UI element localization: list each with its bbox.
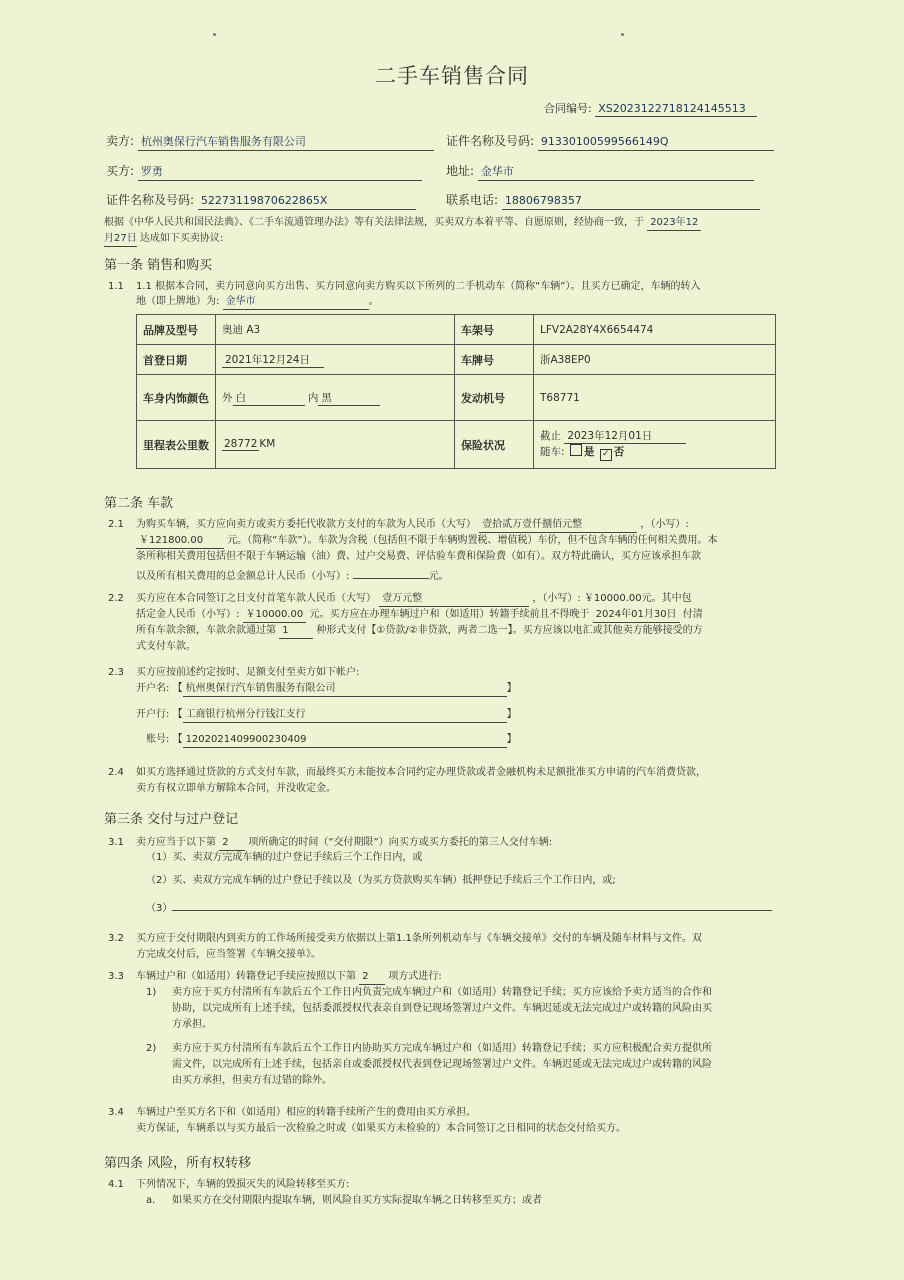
scan-dot [213, 33, 216, 36]
price-in-words: 壹拾贰万壹仟捌佰元整 [479, 518, 637, 533]
clause-2-3-text: 买方应按前述约定按时、足额支付至卖方如下帐户: [136, 667, 360, 678]
clause-3-2-line2: 方完成交付后，应当签署《车辆交接单》。 [136, 949, 321, 960]
buyer-address-row [446, 163, 754, 181]
plate-header: 车牌号 [455, 345, 534, 375]
bank-name: 工商银行杭州分行钱江支行 [183, 708, 507, 723]
text: 所有车款余额，车款余款通过第 [136, 625, 276, 636]
insurance-expiry-label: 截止 [540, 430, 561, 442]
contract-number [544, 102, 757, 117]
buyer-row [106, 163, 422, 181]
color-cell [216, 375, 455, 421]
section-2-title: 第二条 车款 [104, 496, 174, 511]
bracket: 】 [506, 709, 517, 720]
clause-2-2-number: 2.2 [108, 593, 124, 604]
text: 卖方应当于以下第 [136, 837, 216, 848]
interior-label: 内 [307, 391, 319, 404]
buyer-phone-label: 联系电话: [446, 193, 499, 207]
insurance-expiry-date: 2023年12月01日 [564, 428, 686, 444]
account-number: 1202021409900230409 [183, 733, 507, 748]
preamble-text: 根据《中华人民共和国民法典》、《二手车流通管理办法》等有关法律法规，买卖双方本着平等、自愿原则，经协商一致，于 [104, 217, 644, 228]
clause-3-1-number: 3.1 [108, 837, 124, 848]
clause-3-3-2-line1: 卖方应于买方付清所有车款后五个工作日内协助买方完成车辆过户和（如适用）转籍登记手续；买方应积极配合卖方提供所 [172, 1043, 712, 1054]
seller-cert-value: 91330100599566149Q [538, 134, 774, 151]
clause-3-2-number: 3.2 [108, 933, 124, 944]
clause-2-1-line1 [136, 518, 689, 533]
buyer-label: 买方: [106, 164, 135, 178]
clause-2-3-number: 2.3 [108, 667, 124, 678]
buyer-cert-label: 证件名称及号码: [106, 193, 195, 207]
bracket: 】 [506, 683, 517, 694]
mileage-header: 里程表公里数 [137, 421, 216, 469]
clause-1-1-text: 1.1 根据本合同，卖方同意向买方出售、买方同意向卖方购买以下所列的二手机动车（简称“车辆”）。且买方已确定，车辆的转入 [136, 281, 701, 292]
no-label: 否 [613, 446, 625, 458]
clause-3-3-1-line3: 方承担。 [172, 1019, 212, 1030]
account-number-label: 账号: [146, 734, 170, 745]
payment-method: 1 [279, 624, 313, 639]
clause-2-1-number: 2.1 [108, 519, 124, 530]
document-title: 二手车销售合同 [375, 64, 529, 88]
interior-color: 黑 [318, 390, 380, 406]
vin-value: LFV2A28Y4X6654474 [534, 315, 776, 345]
text: 括定金人民币（小写）: [136, 609, 240, 620]
checkbox-yes[interactable] [570, 444, 582, 456]
text: 买方应在本合同签订之日支付首笔车款人民币（大写） [136, 593, 376, 604]
engine-value: T68771 [534, 375, 776, 421]
transfer-place: 金华市 [223, 295, 369, 310]
buyer-cert-value: 52273119870622865X [198, 193, 416, 210]
text: 为购买车辆，买方应向卖方或卖方委托代收款方支付的车款为人民币（大写） [136, 519, 476, 530]
seller-row [106, 133, 434, 151]
clause-3-3-2-line2: 需文件，以完成所有上述手续，包括亲自或委派授权代表到登记现场签署过户文件。车辆迟延或无法完成过户或转籍的风险 [172, 1059, 712, 1070]
clause-2-2-line4: 式支付车款。 [136, 641, 196, 652]
engine-header: 发动机号 [455, 375, 534, 421]
delivery-option: 2 [219, 836, 245, 851]
price-in-figures: ￥121800.00 [136, 534, 224, 549]
brand-value: 奥迪 A3 [216, 315, 455, 345]
preamble-line2 [104, 232, 223, 247]
text: 元。买方应在办理车辆过户和（如适用）转籍手续前且不得晚于 [309, 609, 590, 620]
item-a-label: a. [146, 1195, 156, 1206]
clause-3-3-2-line3: 由买方承担，但卖方有过错的除外。 [172, 1075, 332, 1086]
item-1-label: 1) [146, 987, 157, 998]
preamble [104, 216, 701, 231]
clause-2-2-line2 [136, 608, 703, 623]
period: 。 [368, 296, 379, 307]
buyer-phone-value: 18806798357 [502, 193, 760, 210]
clause-3-4-line2: 卖方保证，车辆系以与买方最后一次检验之时或（如果买方未检验的）本合同签订之日相同的状态交付给买方。 [136, 1123, 626, 1134]
color-header: 车身内饰颜色 [137, 375, 216, 421]
first-reg-value: 2021年12月24日 [222, 352, 324, 368]
option-3-blank [172, 898, 772, 911]
section-4-title: 第四条 风险，所有权转移 [104, 1156, 252, 1171]
text: 元。其中包 [641, 593, 692, 604]
clause-3-4-number: 3.4 [108, 1107, 124, 1118]
follow-label: 随车: [540, 446, 565, 458]
exterior-label: 外 [222, 391, 233, 404]
sign-date-part1: 2023年12 [647, 216, 701, 231]
insurance-header: 保险状况 [455, 421, 534, 469]
vin-header: 车架号 [455, 315, 534, 345]
buyer-address-label: 地址: [446, 164, 475, 178]
first-payment-figures: ￥10000.00 [583, 593, 642, 604]
seller-name: 杭州奥保行汽车销售服务有限公司 [138, 134, 434, 151]
text: 种形式支付【①贷款/②非贷款，两者二选一】。买方应该以电汇或其他卖方能够接受的方 [316, 625, 703, 636]
text: 项方式进行: [388, 971, 442, 982]
text: （3） [146, 903, 173, 914]
text: ，（小写）: [640, 519, 689, 530]
text: 付清 [682, 609, 703, 620]
clause-3-3-number: 3.3 [108, 971, 124, 982]
checkbox-no-checked[interactable]: ✓ [600, 449, 612, 461]
clause-3-2-line1: 买方应于交付期限内到卖方的工作场所接受卖方依据以上第1.1条所列机动车与《车辆交接单》交付的车辆及随车材料与文件。双 [136, 933, 702, 944]
clause-3-3-1-line2: 协助，以完成所有上述手续，包括委派授权代表亲自到登记现场签署过户文件。车辆迟延或无法完成过户或转籍的风险由买 [172, 1003, 712, 1014]
exterior-color: 白 [233, 390, 305, 406]
mileage-cell [216, 421, 455, 469]
clause-1-1-number: 1.1 [108, 281, 124, 292]
clause-2-1-line3: 条所称相关费用包括但不限于车辆运输（油）费、过户交易费、评估验车费和保险费（如有）。双方特此确认，买方应该承担车款 [136, 551, 701, 562]
first-payment-words: 壹万元整 [379, 592, 529, 607]
clause-2-4-line2: 卖方有权立即单方解除本合同，并没收定金。 [136, 783, 336, 794]
plate-value: 浙A38EP0 [534, 345, 776, 375]
insurance-follow [540, 444, 769, 461]
clause-2-2-line1 [136, 592, 692, 607]
clause-2-4-number: 2.4 [108, 767, 124, 778]
account-number-row [146, 733, 517, 748]
contract-number-label: 合同编号: [544, 102, 592, 115]
brand-header: 品牌及型号 [137, 315, 216, 345]
text: 项所确定的时间（“交付期限”）向买方或买方委托的第三人交付车辆: [248, 837, 553, 848]
bank-label: 开户行: [136, 709, 170, 720]
account-name-label: 开户名: [136, 683, 170, 694]
yes-label: 是 [583, 446, 595, 458]
scan-dot [621, 33, 624, 36]
section-1-title: 第一条 销售和购买 [104, 258, 213, 273]
buyer-name: 罗勇 [138, 164, 422, 181]
sign-date-part2: 月27日 [104, 232, 137, 247]
clause-4-1-a: 如果买方在交付期限内提取车辆，则风险自买方实际提取车辆之日转移至买方；或者 [172, 1195, 542, 1206]
section-3-title: 第三条 交付与过户登记 [104, 812, 239, 827]
delivery-option-3 [146, 898, 772, 916]
text: 元。 [428, 571, 449, 582]
buyer-phone-row [446, 192, 760, 210]
delivery-option-1: （1）买、卖双方完成车辆的过户登记手续后三个工作日内，或 [146, 852, 423, 863]
insurance-cell [534, 421, 776, 469]
account-name: 杭州奥保行汽车销售服务有限公司 [183, 682, 507, 697]
bracket: 【 [172, 683, 183, 694]
clause-3-1-text [136, 836, 552, 851]
mileage-value: 28772 [224, 438, 258, 450]
buyer-address-value: 金华市 [478, 164, 754, 181]
bracket: 【 [172, 734, 183, 745]
text: 元。（简称“车款”）。车款为含税（包括但不限于车辆购置税、增值税）车价，但不包含车辆的任何相关费用。本 [227, 535, 718, 546]
first-reg-cell [216, 345, 455, 375]
text: ，（小写）: [532, 593, 581, 604]
clause-1-1-line2 [136, 295, 379, 310]
seller-cert-label: 证件名称及号码: [446, 134, 535, 148]
account-name-row [136, 682, 517, 697]
bracket: 】 [506, 734, 517, 745]
payoff-deadline: 2024年01月30日 [593, 608, 680, 623]
clause-2-2-line3 [136, 624, 703, 639]
text: 以及所有相关费用的总金额总计人民币（小写）: [136, 571, 350, 582]
clause-2-1-line4 [136, 566, 449, 584]
vehicle-info-table [136, 314, 776, 469]
mileage-unit: KM [259, 438, 276, 450]
clause-3-3-1-line1: 卖方应于买方付清所有车款后五个工作日内负责完成车辆过户和（如适用）转籍登记手续；买方应该给予卖方适当的合作和 [172, 987, 712, 998]
clause-4-1-text: 下列情况下，车辆的毁损灭失的风险转移至买方: [136, 1179, 350, 1190]
delivery-option-2: （2）买、卖双方完成车辆的过户登记手续以及（为买方贷款购买车辆）抵押登记手续后三个工作日内，或; [146, 875, 616, 886]
seller-cert-row [446, 133, 774, 151]
clause-2-4-line1: 如买方选择通过贷款的方式支付车款，而最终买方未能按本合同约定办理贷款或者金融机构未足额批准买方申请的汽车消费贷款， [136, 767, 706, 778]
total-amount-blank [353, 566, 429, 579]
clause-4-1-number: 4.1 [108, 1179, 124, 1190]
transfer-place-label: 地（即上牌地）为: [136, 296, 220, 307]
bank-row [136, 708, 517, 723]
clause-3-3-text [136, 970, 442, 985]
insurance-expiry [540, 428, 769, 444]
first-reg-header: 首登日期 [137, 345, 216, 375]
seller-label: 卖方: [106, 134, 135, 148]
deposit-figures: ￥10000.00 [243, 608, 307, 623]
text: 车辆过户和（如适用）转籍登记手续应按照以下第 [136, 971, 356, 982]
preamble-text-2: 达成如下买卖协议: [139, 233, 224, 244]
buyer-cert-row [106, 192, 416, 210]
bracket: 【 [172, 709, 183, 720]
clause-3-4-line1: 车辆过户至买方名下和（如适用）相应的转籍手续所产生的费用由买方承担。 [136, 1107, 476, 1118]
contract-number-value: XS2023122718124145513 [595, 102, 757, 117]
transfer-option: 2 [359, 970, 385, 985]
clause-2-1-line2 [136, 534, 718, 549]
item-2-label: 2) [146, 1043, 157, 1054]
